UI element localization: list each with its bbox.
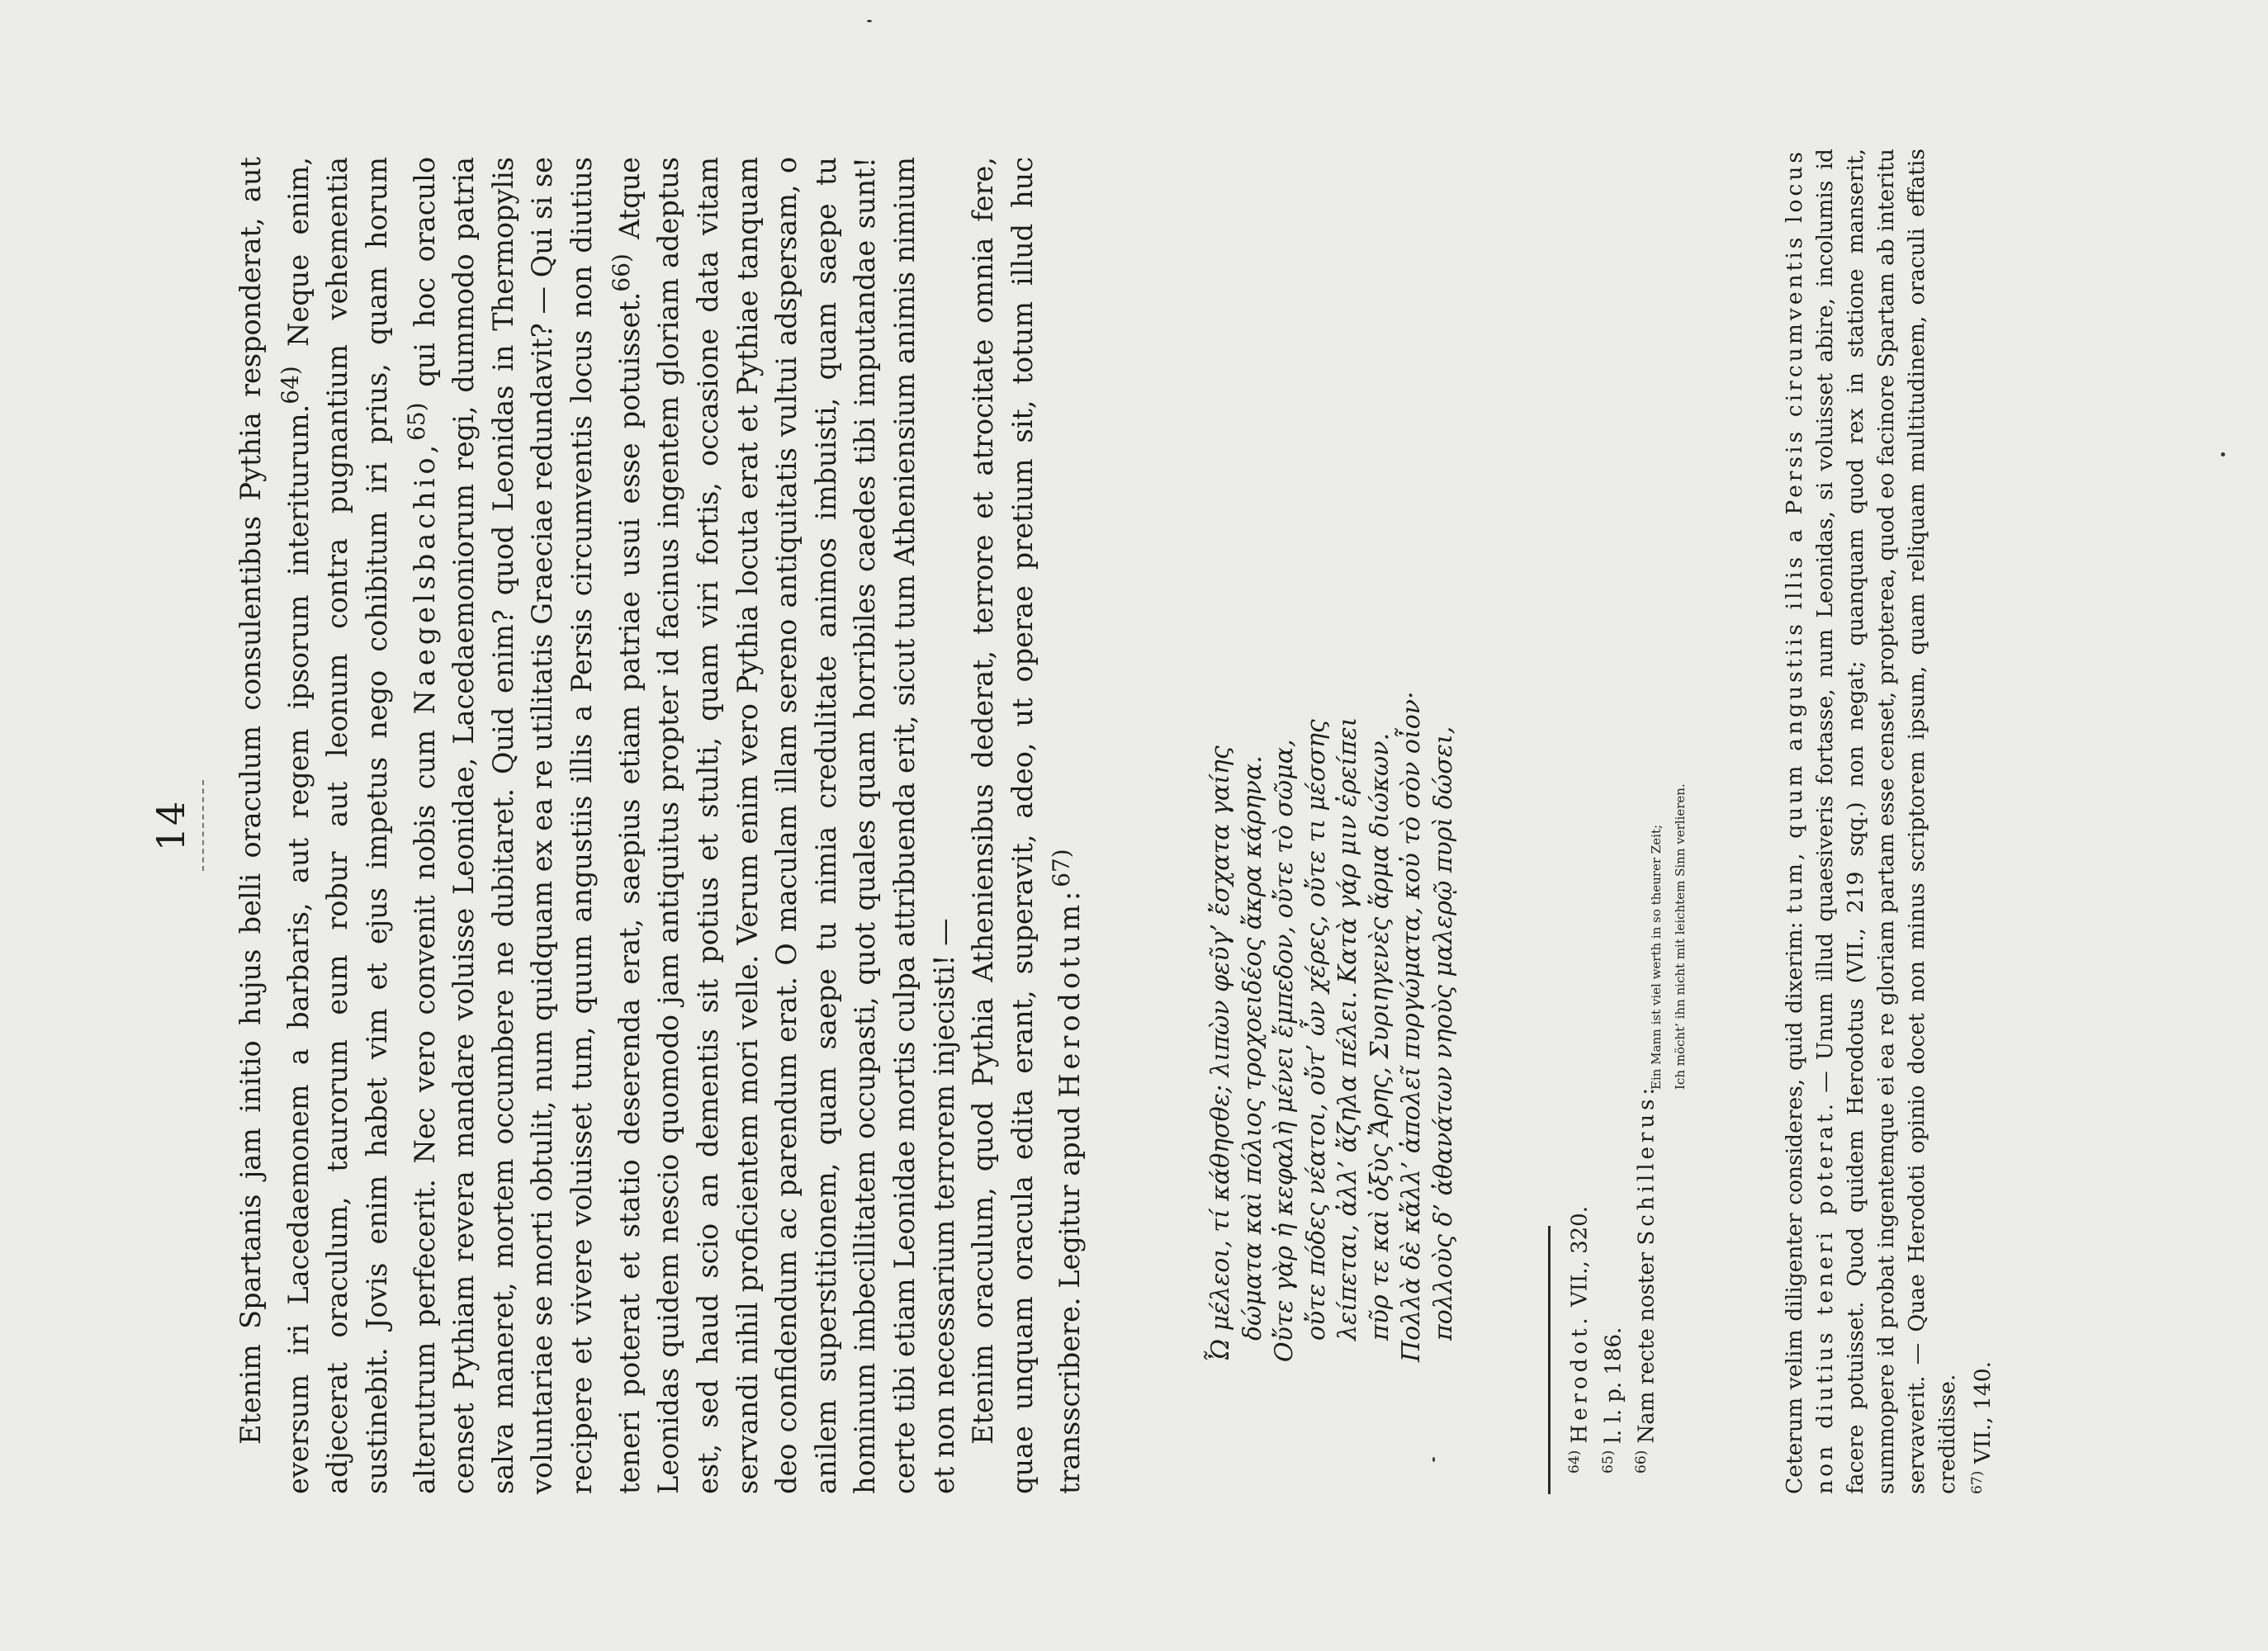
footnote-ref: 64)	[276, 366, 304, 404]
greek-oracle-verses	[1205, 206, 1460, 1362]
footnote-text: Nam recte noster Schillerus:	[1634, 1083, 1660, 1444]
schiller-quote	[1645, 429, 1693, 1090]
greek-verse-line: πολλοὺς δ’ ἀθανάτων νηοὺς μαλερῷ πυρὶ δώσει,	[1428, 726, 1458, 1341]
footnote-66-paragraph: Ceterum velim diligenter consideres, quid dixerim: tum, quum angustiis illis a Persis circumventis locus non diutius teneri poterat. — Unum illud quaesiveris fortasse, num Leonidas, si voluisset abire, incolumis id facere potuisset. Quod quidem Herodotus (VII., 219 sqq.) non negat; quanquam quod rex in statione manserit, summopere id probat ingentemque ei ea re gloriam partam esse censet, propterea, quod eo facinore Spartam ab interitu servaverit. — Quae Herodoti opinio docet non minus scriptorem ipsum, quam reliquam multitudinem, oraculi effatis credidisse.	[1782, 148, 1960, 1494]
page-number: 14	[149, 799, 193, 852]
footnote-number: 65)	[1599, 1450, 1617, 1474]
greek-verse-line: οὔτε πόδες νέατοι, οὔτ’ ὦν χέρες, οὔτε τι μέσσης	[1301, 719, 1331, 1341]
page-number-ornament	[202, 780, 204, 871]
text-segment: Neque enim, adjecerat oraculum, taurorum eum robur aut leonum contra pugnantium vehementia sustinebit. Jovis enim habet vim et ejus impetus nego cohibitum iri prius, quam horum alterutrum perfecerit. Nec vero convenit nobis cum	[282, 156, 441, 1494]
spaced-name: Herodotum:	[1054, 887, 1087, 1098]
footnote-line	[1594, 235, 1628, 1474]
footnote-separator	[1548, 1226, 1551, 1494]
greek-verse-line: Ὦ μέλεοι, τί κάθησθε; λιπὼν φεῦγ’ ἔσχατα γαίης	[1206, 745, 1235, 1362]
footnote-67	[1963, 149, 1998, 1494]
schiller-verse-line: Ich möcht’ ihn nicht mit leichtem Sinn verlieren.	[1673, 783, 1688, 1090]
footnote-number: 66)	[1633, 1450, 1650, 1474]
greek-verse-line: Οὔτε γὰρ ἡ κεφαλὴ μένει ἔμπεδον, οὔτε τὸ σῶμα,	[1270, 739, 1299, 1362]
text-segment: Atque Leonidas quidem nescio quomodo jam antiquitus propter id facinus ingentem gloriam adeptus est, sed haud scio an dementis sit potius et stulti, quam viri fortis, occasione data vitam servandi nihil proficientem mori velle. Verum enim vero Pythia locuta erat et Pythiae tanquam deo confidendum ac parendum erat. O maculam illam sereno antiquitatis vultui adspersam, o anilem superstitionem, quam saepe tu nimia credulitate animos imbuisti, quam saepe tu hominum imbecillitatem occupasti, quot quales quam horribiles caedes tibi imputandae sunt! certe tibi etiam Leonidae mortis culpa attribuenda erit, sicut tum Atheniensium animis nimium et non necessarium terrorem injecisti! —	[613, 157, 960, 1494]
footnote-ref: 67)	[1048, 849, 1076, 887]
footnote-ref: 65)	[402, 402, 430, 441]
schiller-verse-line: Ein Mann ist viel werth in so theurer Zeit;	[1649, 824, 1664, 1090]
footnote-ref: 66)	[607, 253, 635, 292]
footnote-text: l. l. p. 186.	[1601, 1327, 1626, 1444]
footnote-line	[1560, 235, 1594, 1474]
text-segment: Etenim Spartanis jam initio hujus belli oraculum consulentibus Pythia responderat, aut eversum iri Lacedaemonem a barbaris, aut regem ipsorum interiturum.	[234, 157, 315, 1494]
main-text	[231, 157, 1090, 1494]
body-paragraph	[231, 157, 964, 1494]
footnote-continuation	[1779, 149, 1998, 1494]
text-segment: Etenim oraculum, quod Pythia Atheniensibus dederat, terrore et atrocitate omnia fere, quae unquam oracula edita erant, superavit, adeo, ut operae pretium sit, totum illud huc transscribere. Legitur apud	[967, 157, 1087, 1494]
footnote-number: 64)	[1566, 1450, 1583, 1474]
spaced-name: Naegelsbachio,	[408, 440, 441, 715]
footnote-text: Herodot. VII., 320.	[1567, 1206, 1593, 1444]
text-segment: qui hoc oraculo censet Pythiam revera mandare voluisse Leonidae, Lacedaemoniorum regi, dummodo patria salva maneret, mortem occumbere ne dubitaret. Quid enim? quod Leonidas in Thermopylis voluntariae se morti obtulit, num quidquam ex ea re utilitatis Graeciae redundavit? — Qui si se recipere et vivere voluisset tum, quum angustiis illis a Persis circumventis locus non diutius teneri poterat et statio deserenda erat, saepius etiam patriae usui esse potuisset.	[408, 157, 646, 1494]
greek-verse-line: Πολλὰ δὲ κἄλλ’ ἀπολεῖ πυργώματα, κοὐ τὸ σὸν οἶον·	[1397, 691, 1426, 1362]
spaced-phrase: tum, quum angustiis illis a Persis circumventis locus non diutius teneri poterat	[1782, 149, 1838, 1494]
greek-verse-line: δώματα καὶ πόλιος τροχοειδέος ἄκρα κάρηνα.	[1238, 755, 1267, 1341]
greek-verse-line: πῦρ τε καὶ ὀξὺς Ἄρης, Συριηγενὲς ἅρμα διώκων.	[1365, 732, 1394, 1341]
greek-verse-line: λείπεται, ἀλλ’ ἄζηλα πέλει. Κατὰ γάρ μιν ἐρείπει	[1333, 717, 1362, 1341]
body-paragraph	[964, 157, 1090, 1494]
footnote-number: 67)	[1969, 1470, 1986, 1494]
footnote-text: VII., 140.	[1969, 1360, 1996, 1464]
